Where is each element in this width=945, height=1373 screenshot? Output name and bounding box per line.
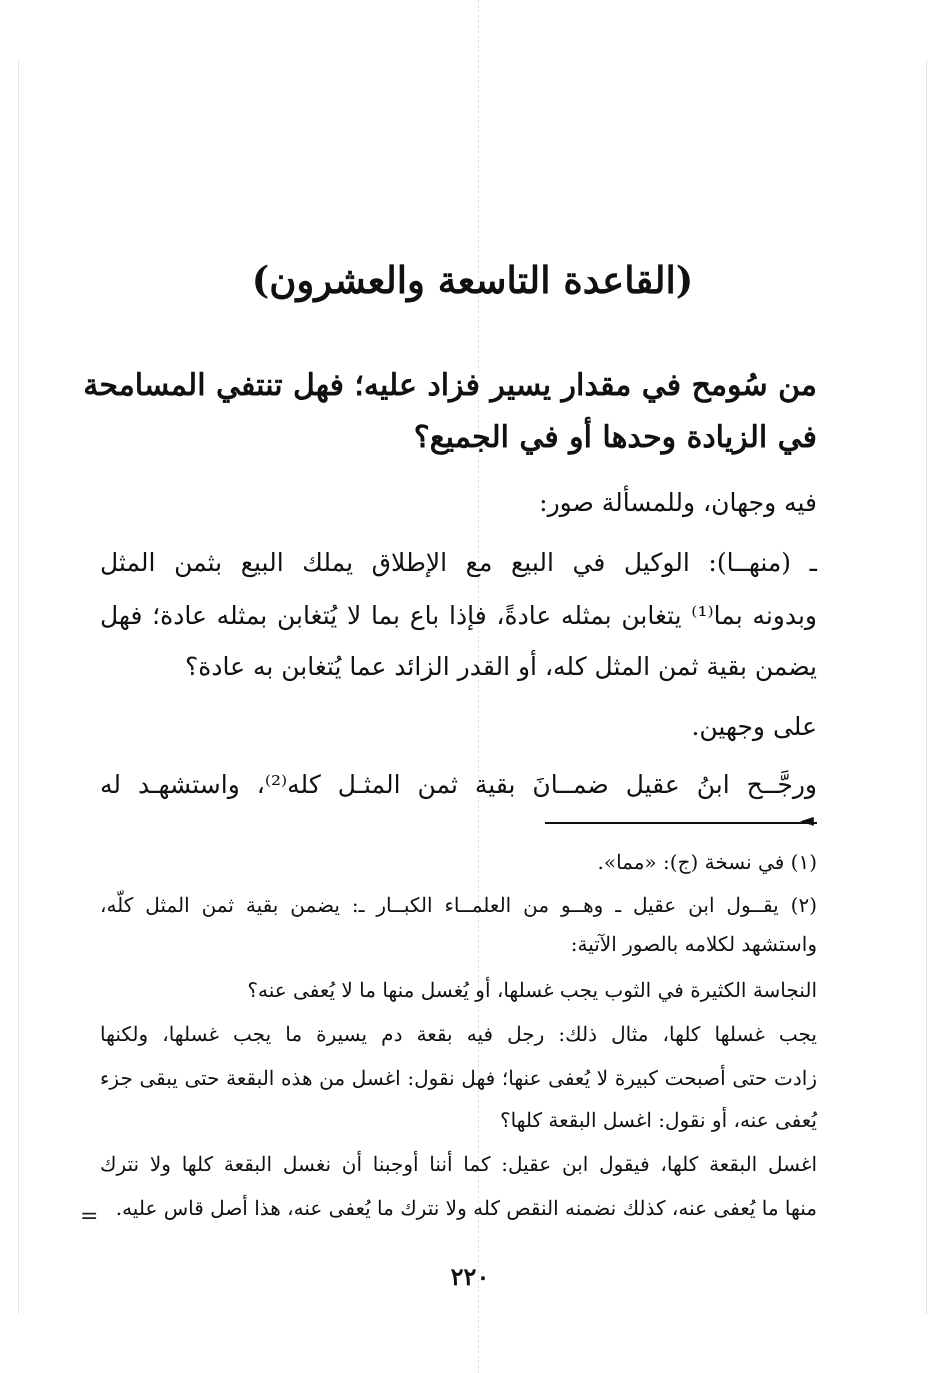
footnote-2-line-3: النجاسة الكثيرة في الثوب يجب غسلها، أو يُغسل منها ما لا يُعفى عنه؟ bbox=[247, 978, 817, 1002]
footnote-2-line-7: اغسل البقعة كلها، فيقول ابن عقيل: كما أننا أوجبنا أن نغسل البقعة كلها ولا نترك bbox=[100, 1152, 817, 1176]
footnote-divider bbox=[545, 822, 817, 824]
footnote-2-line-5: زادت حتى أصبحت كبيرة لا يُعفى عنها؛ فهل نقول: اغسل من هذه البقعة حتى يبقى جزء bbox=[100, 1066, 817, 1090]
intro-text: فيه وجهان، وللمسألة صور: bbox=[539, 488, 817, 517]
footnote-2-line-4: يجب غسلها كلها، مثال ذلك: رجل فيه بقعة دم يسيرة ما يجب غسلها، ولكنها bbox=[100, 1022, 817, 1046]
question-line-1: من سُومح في مقدار يسير فزاد عليه؛ فهل تنتفي المسامحة bbox=[83, 368, 817, 403]
continuation-mark: = bbox=[80, 1204, 99, 1229]
right-margin-dots bbox=[926, 60, 927, 1313]
divider-arrow-icon: ◄ bbox=[800, 810, 814, 831]
footnote-2-line-2: واستشهد لكلامه بالصور الآتية: bbox=[570, 932, 817, 956]
page-number: ٢٢٠ bbox=[450, 1262, 490, 1291]
paragraph-1-line-2: وبدونه بما⁽¹⁾ يتغابن بمثله عادةً، فإذا باع بما لا يُتغابن بمثله عادة؛ فهل bbox=[100, 601, 817, 630]
footnote-2-line-8: منها ما يُعفى عنه، كذلك نضمنه النقص كله ولا نترك ما يُعفى عنه، هذا أصل قاس عليه. bbox=[115, 1196, 817, 1220]
paragraph-1-line-3: يضمن بقية ثمن المثل كله، أو القدر الزائد عما يُتغابن به عادة؟ bbox=[184, 652, 817, 681]
paragraph-2: على وجهين. bbox=[691, 712, 817, 741]
question-line-2: في الزيادة وحدها أو في الجميع؟ bbox=[413, 420, 817, 455]
left-margin-dots bbox=[18, 60, 19, 1313]
rule-title: (القاعدة التاسعة والعشرون) bbox=[251, 258, 694, 302]
footnote-1: (١) في نسخة (ج): «مما». bbox=[597, 850, 817, 874]
paragraph-1-line-1: ـ (منهــا): الوكيل في البيع مع الإطلاق يملك البيع بثمن المثل bbox=[100, 548, 817, 577]
paragraph-3: ورجَّــح ابنُ عقيل ضمــانَ بقية ثمن المثـل كله⁽²⁾، واستشهـد له bbox=[100, 770, 818, 799]
footnote-2-line-6: يُعفى عنه، أو نقول: اغسل البقعة كلها؟ bbox=[499, 1108, 817, 1132]
footnote-2-line-1: (٢) يقــول ابن عقيل ـ وهــو من العلمــاء الكبــار ـ: يضمن بقية ثمن المثل كلّه، bbox=[100, 893, 817, 917]
